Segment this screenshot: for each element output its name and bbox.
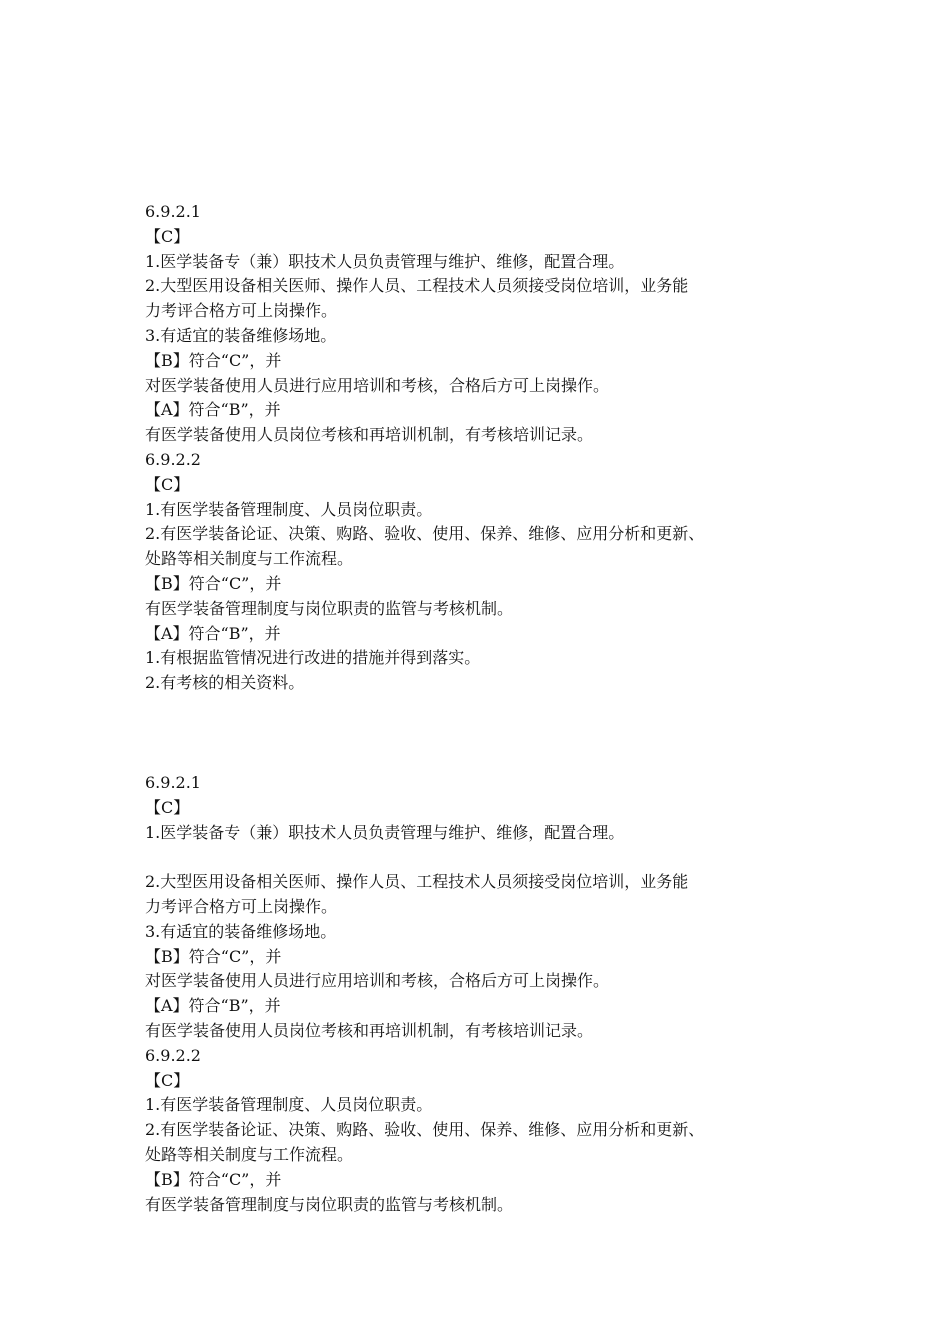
grade-b-heading: 【B】符合“C”，并 <box>145 1169 282 1189</box>
text-line: 3.有适宜的装备维修场地。 <box>145 325 337 345</box>
grade-c-heading: 【C】 <box>145 474 190 494</box>
blank-line <box>145 845 825 870</box>
grade-a-heading: 【A】符合“B”，并 <box>145 623 281 643</box>
grade-a-heading: 【A】符合“B”，并 <box>145 400 281 420</box>
text-line: 有医学装备管理制度与岗位职责的监管与考核机制。 <box>145 598 514 618</box>
grade-b-heading: 【B】符合“C”，并 <box>145 573 282 593</box>
text-line: 1.有根据监管情况进行改进的措施并得到落实。 <box>145 648 481 668</box>
grade-b-heading: 【B】符合“C”，并 <box>145 946 282 966</box>
section-number: 6.9.2.2 <box>145 1045 201 1065</box>
text-line: 2.大型医用设备相关医师、操作人员、工程技术人员须接受岗位培训，业务能 <box>145 276 689 296</box>
text-line: 1.医学装备专（兼）职技术人员负责管理与维护、维修，配置合理。 <box>145 822 625 842</box>
text-line: 2.大型医用设备相关医师、操作人员、工程技术人员须接受岗位培训，业务能 <box>145 872 689 892</box>
text-line: 力考评合格方可上岗操作。 <box>145 896 338 916</box>
text-line: 处路等相关制度与工作流程。 <box>145 1144 354 1164</box>
grade-a-heading: 【A】符合“B”，并 <box>145 996 281 1016</box>
section-number: 6.9.2.1 <box>145 773 201 792</box>
grade-c-heading: 【C】 <box>145 226 190 246</box>
grade-c-heading: 【C】 <box>145 1070 190 1090</box>
text-line: 有医学装备使用人员岗位考核和再培训机制，有考核培训记录。 <box>145 1020 594 1040</box>
content-block-1 <box>145 200 825 696</box>
section-number: 6.9.2.1 <box>145 202 201 221</box>
text-line: 有医学装备管理制度与岗位职责的监管与考核机制。 <box>145 1194 514 1214</box>
text-line: 1.有医学装备管理制度、人员岗位职责。 <box>145 499 433 519</box>
text-line: 2.有医学装备论证、决策、购路、验收、使用、保养、维修、应用分析和更新、 <box>145 1120 705 1140</box>
text-line: 力考评合格方可上岗操作。 <box>145 301 338 321</box>
text-line: 1.医学装备专（兼）职技术人员负责管理与维护、维修，配置合理。 <box>145 251 625 271</box>
text-line: 对医学装备使用人员进行应用培训和考核，合格后方可上岗操作。 <box>145 375 610 395</box>
content-block-2 <box>145 771 825 1217</box>
text-line: 处路等相关制度与工作流程。 <box>145 549 354 569</box>
section-number: 6.9.2.2 <box>145 449 201 469</box>
grade-c-heading: 【C】 <box>145 797 190 817</box>
text-line: 3.有适宜的装备维修场地。 <box>145 921 337 941</box>
text-line: 1.有医学装备管理制度、人员岗位职责。 <box>145 1095 433 1115</box>
text-line: 有医学装备使用人员岗位考核和再培训机制，有考核培训记录。 <box>145 425 594 445</box>
text-line: 2.有医学装备论证、决策、购路、验收、使用、保养、维修、应用分析和更新、 <box>145 524 705 544</box>
text-line: 对医学装备使用人员进行应用培训和考核，合格后方可上岗操作。 <box>145 971 610 991</box>
grade-b-heading: 【B】符合“C”，并 <box>145 350 282 370</box>
text-line: 2.有考核的相关资料。 <box>145 673 305 693</box>
